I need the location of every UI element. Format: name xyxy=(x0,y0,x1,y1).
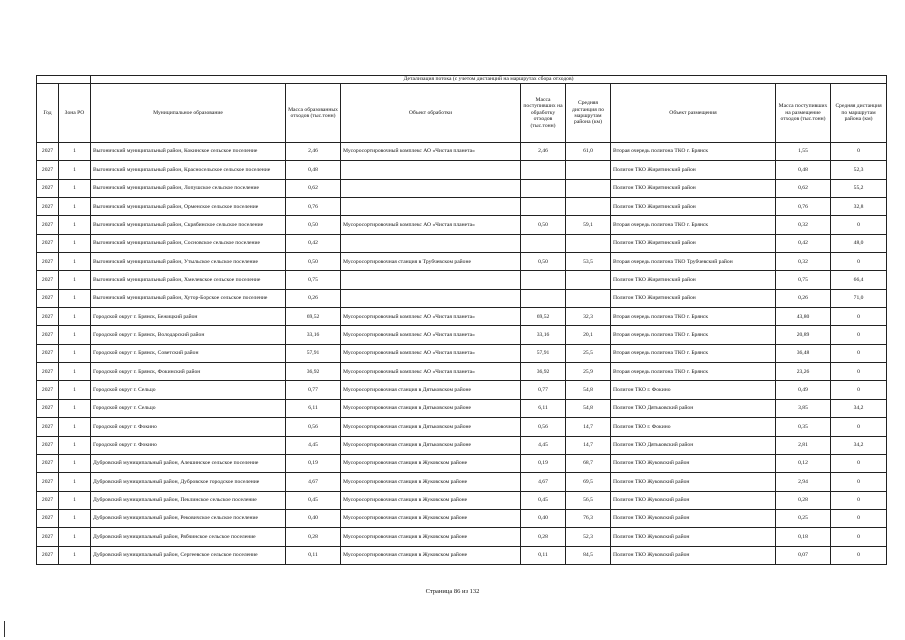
disposal-facility-cell: Полигон ТКО Жуковский район xyxy=(611,491,776,509)
disposal-distance-cell: 0 xyxy=(831,363,887,381)
year-cell: 2027 xyxy=(37,528,59,546)
processing-distance-cell xyxy=(566,271,611,289)
table-body xyxy=(37,143,887,565)
disposal-facility-cell: Вторая очередь полигона ТКО Трубчевский район xyxy=(611,253,776,271)
year-cell: 2027 xyxy=(37,491,59,509)
processing-distance-cell: 52,3 xyxy=(566,528,611,546)
zone-cell: 1 xyxy=(59,326,91,344)
zone-cell: 1 xyxy=(59,418,91,436)
year-cell: 2027 xyxy=(37,381,59,399)
disposal-mass-cell: 0,28 xyxy=(776,491,831,509)
disposal-mass-cell: 0,76 xyxy=(776,198,831,216)
disposal-mass-cell: 0,32 xyxy=(776,216,831,234)
disposal-distance-cell: 0 xyxy=(831,143,887,161)
year-cell: 2027 xyxy=(37,509,59,527)
processing-facility-cell: Мусоросортировочная станция в Жуковском районе xyxy=(341,473,521,491)
zone-cell: 1 xyxy=(59,198,91,216)
disposal-mass-cell: 3,85 xyxy=(776,399,831,417)
processed-mass-cell xyxy=(521,234,566,252)
zone-cell: 1 xyxy=(59,161,91,179)
year-cell: 2027 xyxy=(37,363,59,381)
year-cell: 2027 xyxy=(37,179,59,197)
processed-mass-cell: 4,67 xyxy=(521,473,566,491)
disposal-distance-cell: 71,0 xyxy=(831,289,887,307)
generated-mass-cell: 36,92 xyxy=(286,363,341,381)
year-cell: 2027 xyxy=(37,473,59,491)
zone-cell: 1 xyxy=(59,179,91,197)
disposal-mass-cell: 2,81 xyxy=(776,436,831,454)
processing-facility-cell xyxy=(341,289,521,307)
processed-mass-cell: 0,77 xyxy=(521,381,566,399)
processing-distance-cell xyxy=(566,234,611,252)
processing-facility-cell: Мусоросортировочная станция в Жуковском районе xyxy=(341,546,521,564)
processed-mass-cell: 0,50 xyxy=(521,216,566,234)
table-header-row xyxy=(37,84,887,143)
disposal-facility-cell: Полигон ТКО г. Фокино xyxy=(611,418,776,436)
zone-cell: 1 xyxy=(59,436,91,454)
processing-facility-cell xyxy=(341,161,521,179)
processed-mass-cell: 0,50 xyxy=(521,253,566,271)
disposal-distance-cell: 0 xyxy=(831,344,887,362)
processing-distance-cell xyxy=(566,198,611,216)
disposal-distance-cell: 34,2 xyxy=(831,436,887,454)
table-row xyxy=(37,528,887,546)
disposal-facility-cell: Полигон ТКО Жирятинский район xyxy=(611,234,776,252)
generated-mass-cell: 0,50 xyxy=(286,253,341,271)
zone-cell: 1 xyxy=(59,399,91,417)
processed-mass-cell xyxy=(521,289,566,307)
disposal-facility-cell: Полигон ТКО Жуковский район xyxy=(611,473,776,491)
disposal-facility-cell: Полигон ТКО Дятьковский район xyxy=(611,436,776,454)
column-header: Масса поступивших на обработку отходов (тыс.тонн) xyxy=(521,84,566,143)
municipality-cell: Выгоничский муниципальный район, Утыльское сельское поселение xyxy=(91,253,286,271)
disposal-distance-cell: 0 xyxy=(831,381,887,399)
flow-detail-table xyxy=(36,75,887,565)
generated-mass-cell: 0,40 xyxy=(286,509,341,527)
column-header: Объект размещения xyxy=(611,84,776,143)
disposal-mass-cell: 0,32 xyxy=(776,253,831,271)
disposal-facility-cell: Вторая очередь полигона ТКО г. Брянск xyxy=(611,344,776,362)
generated-mass-cell: 4,45 xyxy=(286,436,341,454)
processed-mass-cell xyxy=(521,198,566,216)
processing-distance-cell: 14,7 xyxy=(566,418,611,436)
table-row xyxy=(37,143,887,161)
municipality-cell: Дубровский муниципальный район, Алешинское сельское поселение xyxy=(91,454,286,472)
processed-mass-cell: 33,16 xyxy=(521,326,566,344)
processing-facility-cell: Мусоросортировочный комплекс АО «Чистая планета» xyxy=(341,216,521,234)
generated-mass-cell: 0,50 xyxy=(286,216,341,234)
year-cell: 2027 xyxy=(37,234,59,252)
disposal-mass-cell: 0,26 xyxy=(776,289,831,307)
disposal-facility-cell: Полигон ТКО Жирятинский район xyxy=(611,161,776,179)
table-row xyxy=(37,161,887,179)
disposal-distance-cell: 66,4 xyxy=(831,271,887,289)
zone-cell: 1 xyxy=(59,216,91,234)
disposal-distance-cell: 0 xyxy=(831,546,887,564)
processing-facility-cell: Мусоросортировочный комплекс АО «Чистая планета» xyxy=(341,344,521,362)
disposal-facility-cell: Вторая очередь полигона ТКО г. Брянск xyxy=(611,308,776,326)
zone-cell: 1 xyxy=(59,491,91,509)
municipality-cell: Дубровский муниципальный район, Сергеевское сельское поселение xyxy=(91,546,286,564)
processed-mass-cell: 0,19 xyxy=(521,454,566,472)
column-header: Средняя дистанция по маршрутам района (км) xyxy=(831,84,887,143)
disposal-facility-cell: Вторая очередь полигона ТКО г. Брянск xyxy=(611,363,776,381)
processing-distance-cell: 20,1 xyxy=(566,326,611,344)
processing-distance-cell xyxy=(566,179,611,197)
generated-mass-cell: 57,91 xyxy=(286,344,341,362)
processed-mass-cell: 6,11 xyxy=(521,399,566,417)
table-row xyxy=(37,381,887,399)
processing-facility-cell: Мусоросортировочная станция в Дятьковском районе xyxy=(341,399,521,417)
generated-mass-cell: 0,62 xyxy=(286,179,341,197)
processed-mass-cell xyxy=(521,179,566,197)
zone-cell: 1 xyxy=(59,143,91,161)
disposal-mass-cell: 0,49 xyxy=(776,381,831,399)
processed-mass-cell: 0,11 xyxy=(521,546,566,564)
table-row xyxy=(37,308,887,326)
municipality-cell: Выгоничский муниципальный район, Красносельское сельское поселение xyxy=(91,161,286,179)
disposal-facility-cell: Полигон ТКО Жирятинский район xyxy=(611,179,776,197)
municipality-cell: Городской округ г. Фокино xyxy=(91,418,286,436)
table-title-spacer xyxy=(37,76,91,84)
municipality-cell: Дубровский муниципальный район, Рябчинское сельское поселение xyxy=(91,528,286,546)
processing-distance-cell: 56,5 xyxy=(566,491,611,509)
municipality-cell: Дубровский муниципальный район, Рековичское сельское поселение xyxy=(91,509,286,527)
generated-mass-cell: 0,77 xyxy=(286,381,341,399)
processed-mass-cell: 0,56 xyxy=(521,418,566,436)
year-cell: 2027 xyxy=(37,253,59,271)
processing-distance-cell: 25,5 xyxy=(566,344,611,362)
processing-facility-cell: Мусоросортировочная станция в Жуковском районе xyxy=(341,491,521,509)
zone-cell: 1 xyxy=(59,509,91,527)
disposal-mass-cell: 0,42 xyxy=(776,234,831,252)
processing-facility-cell xyxy=(341,271,521,289)
disposal-distance-cell: 0 xyxy=(831,326,887,344)
generated-mass-cell: 2,46 xyxy=(286,143,341,161)
table-row xyxy=(37,473,887,491)
generated-mass-cell: 0,75 xyxy=(286,271,341,289)
zone-cell: 1 xyxy=(59,454,91,472)
disposal-distance-cell: 0 xyxy=(831,473,887,491)
processing-facility-cell: Мусоросортировочная станция в Трубчевском районе xyxy=(341,253,521,271)
disposal-facility-cell: Полигон ТКО Жуковский район xyxy=(611,454,776,472)
year-cell: 2027 xyxy=(37,436,59,454)
disposal-mass-cell: 23,26 xyxy=(776,363,831,381)
generated-mass-cell: 69,52 xyxy=(286,308,341,326)
table-title: Детализация потока (с учетом дистанций на маршрутах сбора отходов) xyxy=(91,76,887,84)
processing-facility-cell: Мусоросортировочный комплекс АО «Чистая планета» xyxy=(341,308,521,326)
disposal-mass-cell: 0,62 xyxy=(776,179,831,197)
processed-mass-cell xyxy=(521,271,566,289)
processing-distance-cell xyxy=(566,289,611,307)
disposal-mass-cell: 2,94 xyxy=(776,473,831,491)
generated-mass-cell: 0,56 xyxy=(286,418,341,436)
processed-mass-cell: 4,45 xyxy=(521,436,566,454)
processing-facility-cell: Мусоросортировочная станция в Жуковском районе xyxy=(341,509,521,527)
zone-cell: 1 xyxy=(59,546,91,564)
municipality-cell: Выгоничский муниципальный район, Орменское сельское поселение xyxy=(91,198,286,216)
processing-distance-cell: 84,5 xyxy=(566,546,611,564)
processing-facility-cell: Мусоросортировочный комплекс АО «Чистая планета» xyxy=(341,143,521,161)
processing-facility-cell xyxy=(341,179,521,197)
processing-distance-cell: 69,5 xyxy=(566,473,611,491)
column-header: Масса поступивших на размещение отходов (тыс.тонн) xyxy=(776,84,831,143)
year-cell: 2027 xyxy=(37,308,59,326)
disposal-distance-cell: 55,2 xyxy=(831,179,887,197)
municipality-cell: Городской округ г. Сельцо xyxy=(91,399,286,417)
disposal-mass-cell: 0,35 xyxy=(776,418,831,436)
municipality-cell: Городской округ г. Сельцо xyxy=(91,381,286,399)
zone-cell: 1 xyxy=(59,363,91,381)
disposal-distance-cell: 52,3 xyxy=(831,161,887,179)
column-header: Масса образованных отходов (тыс.тонн) xyxy=(286,84,341,143)
processed-mass-cell: 36,92 xyxy=(521,363,566,381)
column-header: Муниципальное образование xyxy=(91,84,286,143)
municipality-cell: Выгоничский муниципальный район, Хмелевское сельское поселение xyxy=(91,271,286,289)
disposal-distance-cell: 34,2 xyxy=(831,399,887,417)
disposal-mass-cell: 36,48 xyxy=(776,344,831,362)
table-row xyxy=(37,418,887,436)
municipality-cell: Дубровский муниципальный район, Пеклинское сельское поселение xyxy=(91,491,286,509)
disposal-distance-cell: 0 xyxy=(831,454,887,472)
processed-mass-cell: 57,91 xyxy=(521,344,566,362)
processing-distance-cell xyxy=(566,161,611,179)
disposal-facility-cell: Полигон ТКО г. Фокино xyxy=(611,381,776,399)
municipality-cell: Выгоничский муниципальный район, Скрябинское сельское поселение xyxy=(91,216,286,234)
generated-mass-cell: 0,28 xyxy=(286,528,341,546)
year-cell: 2027 xyxy=(37,198,59,216)
processing-facility-cell xyxy=(341,234,521,252)
generated-mass-cell: 0,48 xyxy=(286,161,341,179)
disposal-facility-cell: Полигон ТКО Жирятинский район xyxy=(611,289,776,307)
zone-cell: 1 xyxy=(59,308,91,326)
municipality-cell: Выгоничский муниципальный район, Кокинское сельское поселение xyxy=(91,143,286,161)
processing-distance-cell: 76,3 xyxy=(566,509,611,527)
processing-facility-cell: Мусоросортировочная станция в Жуковском районе xyxy=(341,528,521,546)
disposal-mass-cell: 20,89 xyxy=(776,326,831,344)
generated-mass-cell: 6,11 xyxy=(286,399,341,417)
processing-distance-cell: 32,3 xyxy=(566,308,611,326)
disposal-mass-cell: 0,25 xyxy=(776,509,831,527)
processing-facility-cell: Мусоросортировочная станция в Дятьковском районе xyxy=(341,418,521,436)
municipality-cell: Городской округ г. Брянск, Советский район xyxy=(91,344,286,362)
disposal-facility-cell: Полигон ТКО Жирятинский район xyxy=(611,271,776,289)
column-header: Средняя дистанция по маршрутам района (км) xyxy=(566,84,611,143)
zone-cell: 1 xyxy=(59,289,91,307)
disposal-facility-cell: Вторая очередь полигона ТКО г. Брянск xyxy=(611,143,776,161)
table-row xyxy=(37,179,887,197)
processing-distance-cell: 59,1 xyxy=(566,216,611,234)
zone-cell: 1 xyxy=(59,528,91,546)
table-row xyxy=(37,234,887,252)
disposal-facility-cell: Полигон ТКО Дятьковский район xyxy=(611,399,776,417)
year-cell: 2027 xyxy=(37,271,59,289)
year-cell: 2027 xyxy=(37,326,59,344)
table-row xyxy=(37,546,887,564)
generated-mass-cell: 0,42 xyxy=(286,234,341,252)
processing-distance-cell: 68,7 xyxy=(566,454,611,472)
year-cell: 2027 xyxy=(37,399,59,417)
zone-cell: 1 xyxy=(59,344,91,362)
processing-distance-cell: 54,8 xyxy=(566,381,611,399)
column-header: Зона РО xyxy=(59,84,91,143)
processed-mass-cell xyxy=(521,161,566,179)
processed-mass-cell: 69,52 xyxy=(521,308,566,326)
disposal-distance-cell: 0 xyxy=(831,308,887,326)
disposal-mass-cell: 0,48 xyxy=(776,161,831,179)
processed-mass-cell: 0,45 xyxy=(521,491,566,509)
processing-distance-cell: 54,8 xyxy=(566,399,611,417)
year-cell: 2027 xyxy=(37,454,59,472)
column-header: Год xyxy=(37,84,59,143)
generated-mass-cell: 0,11 xyxy=(286,546,341,564)
disposal-mass-cell: 0,18 xyxy=(776,528,831,546)
generated-mass-cell: 0,26 xyxy=(286,289,341,307)
generated-mass-cell: 4,67 xyxy=(286,473,341,491)
table-row xyxy=(37,399,887,417)
table-row xyxy=(37,253,887,271)
municipality-cell: Городской округ г. Брянск, Володарский район xyxy=(91,326,286,344)
disposal-distance-cell: 0 xyxy=(831,253,887,271)
table-row xyxy=(37,271,887,289)
zone-cell: 1 xyxy=(59,253,91,271)
processing-facility-cell: Мусоросортировочный комплекс АО «Чистая планета» xyxy=(341,363,521,381)
disposal-facility-cell: Полигон ТКО Жирятинский район xyxy=(611,198,776,216)
disposal-distance-cell: 48,0 xyxy=(831,234,887,252)
disposal-facility-cell: Полигон ТКО Жуковский район xyxy=(611,546,776,564)
disposal-mass-cell: 43,80 xyxy=(776,308,831,326)
municipality-cell: Выгоничский муниципальный район, Хутор-Борское сельское поселение xyxy=(91,289,286,307)
disposal-distance-cell: 0 xyxy=(831,528,887,546)
table-row xyxy=(37,344,887,362)
table-row xyxy=(37,436,887,454)
disposal-distance-cell: 0 xyxy=(831,491,887,509)
disposal-distance-cell: 0 xyxy=(831,216,887,234)
zone-cell: 1 xyxy=(59,381,91,399)
zone-cell: 1 xyxy=(59,234,91,252)
year-cell: 2027 xyxy=(37,418,59,436)
scan-edge-mark xyxy=(4,621,5,637)
disposal-facility-cell: Полигон ТКО Жуковский район xyxy=(611,528,776,546)
processing-facility-cell: Мусоросортировочная станция в Дятьковском районе xyxy=(341,381,521,399)
zone-cell: 1 xyxy=(59,473,91,491)
table-row xyxy=(37,363,887,381)
table-row xyxy=(37,198,887,216)
year-cell: 2027 xyxy=(37,216,59,234)
processed-mass-cell: 0,28 xyxy=(521,528,566,546)
table-row xyxy=(37,454,887,472)
processing-distance-cell: 25,9 xyxy=(566,363,611,381)
municipality-cell: Выгоничский муниципальный район, Сосновское сельское поселение xyxy=(91,234,286,252)
processing-distance-cell: 14,7 xyxy=(566,436,611,454)
processing-facility-cell xyxy=(341,198,521,216)
processing-facility-cell: Мусоросортировочная станция в Дятьковском районе xyxy=(341,436,521,454)
disposal-mass-cell: 0,07 xyxy=(776,546,831,564)
table-row xyxy=(37,326,887,344)
disposal-distance-cell: 32,8 xyxy=(831,198,887,216)
disposal-distance-cell: 0 xyxy=(831,509,887,527)
disposal-mass-cell: 0,12 xyxy=(776,454,831,472)
year-cell: 2027 xyxy=(37,546,59,564)
year-cell: 2027 xyxy=(37,143,59,161)
page-number: Страница 86 из 132 xyxy=(425,588,480,595)
municipality-cell: Выгоничский муниципальный район, Лопушское сельское поселение xyxy=(91,179,286,197)
processed-mass-cell: 2,46 xyxy=(521,143,566,161)
municipality-cell: Дубровский муниципальный район, Дубровское городское поселение xyxy=(91,473,286,491)
generated-mass-cell: 0,45 xyxy=(286,491,341,509)
municipality-cell: Городской округ г. Брянск, Фокинский район xyxy=(91,363,286,381)
table-row xyxy=(37,289,887,307)
year-cell: 2027 xyxy=(37,344,59,362)
disposal-mass-cell: 0,75 xyxy=(776,271,831,289)
year-cell: 2027 xyxy=(37,161,59,179)
disposal-facility-cell: Вторая очередь полигона ТКО г. Брянск xyxy=(611,216,776,234)
processing-distance-cell: 53,5 xyxy=(566,253,611,271)
processing-facility-cell: Мусоросортировочная станция в Жуковском районе xyxy=(341,454,521,472)
table-row xyxy=(37,491,887,509)
column-header: Объект обработки xyxy=(341,84,521,143)
year-cell: 2027 xyxy=(37,289,59,307)
disposal-mass-cell: 1,55 xyxy=(776,143,831,161)
generated-mass-cell: 0,76 xyxy=(286,198,341,216)
disposal-distance-cell: 0 xyxy=(831,418,887,436)
disposal-facility-cell: Вторая очередь полигона ТКО г. Брянск xyxy=(611,326,776,344)
municipality-cell: Городской округ г. Брянск, Бежицкий район xyxy=(91,308,286,326)
processing-facility-cell: Мусоросортировочный комплекс АО «Чистая планета» xyxy=(341,326,521,344)
generated-mass-cell: 33,16 xyxy=(286,326,341,344)
table-row xyxy=(37,216,887,234)
generated-mass-cell: 0,19 xyxy=(286,454,341,472)
processed-mass-cell: 0,40 xyxy=(521,509,566,527)
processing-distance-cell: 61,0 xyxy=(566,143,611,161)
table-row xyxy=(37,509,887,527)
municipality-cell: Городской округ г. Фокино xyxy=(91,436,286,454)
disposal-facility-cell: Полигон ТКО Жуковский район xyxy=(611,509,776,527)
zone-cell: 1 xyxy=(59,271,91,289)
